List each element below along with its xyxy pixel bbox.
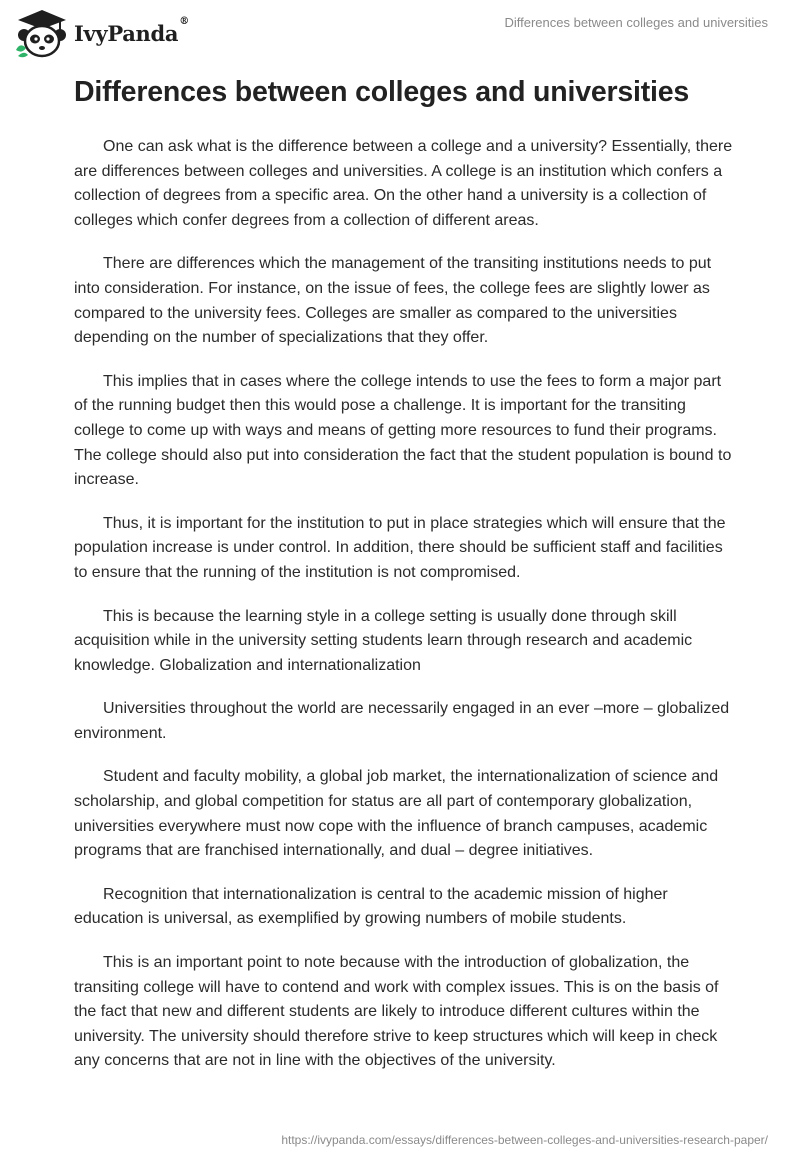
source-url[interactable]: https://ivypanda.com/essays/differences-between-colleges-and-universities-research-paper/ bbox=[281, 1133, 768, 1147]
paragraph: Recognition that internationalization is central to the academic mission of higher education is universal, as exemplified by growing numbers of mobile students. bbox=[74, 885, 668, 928]
ivypanda-logo[interactable] bbox=[14, 8, 189, 58]
paragraph: This is because the learning style in a college setting is usually done through skill acquisition while in the university setting students learn through research and academic knowledge. Globalization and internationalization bbox=[74, 607, 693, 674]
registered-mark: ® bbox=[179, 15, 189, 27]
document-body bbox=[74, 135, 734, 1093]
page-header bbox=[0, 0, 800, 60]
running-title: Differences between colleges and universities bbox=[504, 15, 768, 30]
document-title: Differences between colleges and universities bbox=[74, 76, 690, 108]
paragraph: Student and faculty mobility, a global job market, the internationalization of science and scholarship, and global competition for status are all part of contemporary globalization, universities everywhere must now cope with the influence of branch campuses, academic programs that are franchised internationally, and dual – degree initiatives. bbox=[74, 768, 719, 860]
paragraph: This is an important point to note because with the introduction of globalization, the transiting college will have to contend and work with complex issues. This is on the basis of the fact that new and different students are likely to introduce different cultures within the university. The university should therefore strive to keep structures which will keep in check any concerns that are not in line with the objectives of the university. bbox=[74, 954, 719, 1070]
brand-name: IvyPanda® bbox=[74, 15, 189, 46]
paragraph: There are differences which the management of the transiting institutions needs to put into consideration. For instance, on the issue of fees, the college fees are slightly lower as compared to the university fees. Colleges are smaller as compared to the universities depending on the number of specializations that they offer. bbox=[74, 255, 712, 347]
paragraph: Universities throughout the world are necessarily engaged in an ever –more – globalized environment. bbox=[74, 700, 730, 742]
paragraph: This implies that in cases where the college intends to use the fees to form a major part of the running budget then this would pose a challenge. It is important for the transiting college to come up with ways and means of getting more resources to fund their programs. The college should also put into consideration the fact that the student population is bound to increase. bbox=[74, 372, 732, 489]
paragraph: Thus, it is important for the institution to put in place strategies which will ensure that the population increase is under control. In addition, there should be sufficient staff and facilities to ensure that the running of the institution is not compromised. bbox=[74, 514, 726, 581]
panda-graduate-icon bbox=[14, 8, 70, 58]
paragraph: One can ask what is the difference between a college and a university? Essentially, there are differences between colleges and universities. A college is an institution which confers a collection of degrees from a specific area. On the other hand a university is a collection of colleges which confer degrees from a collection of different areas. bbox=[74, 138, 733, 229]
